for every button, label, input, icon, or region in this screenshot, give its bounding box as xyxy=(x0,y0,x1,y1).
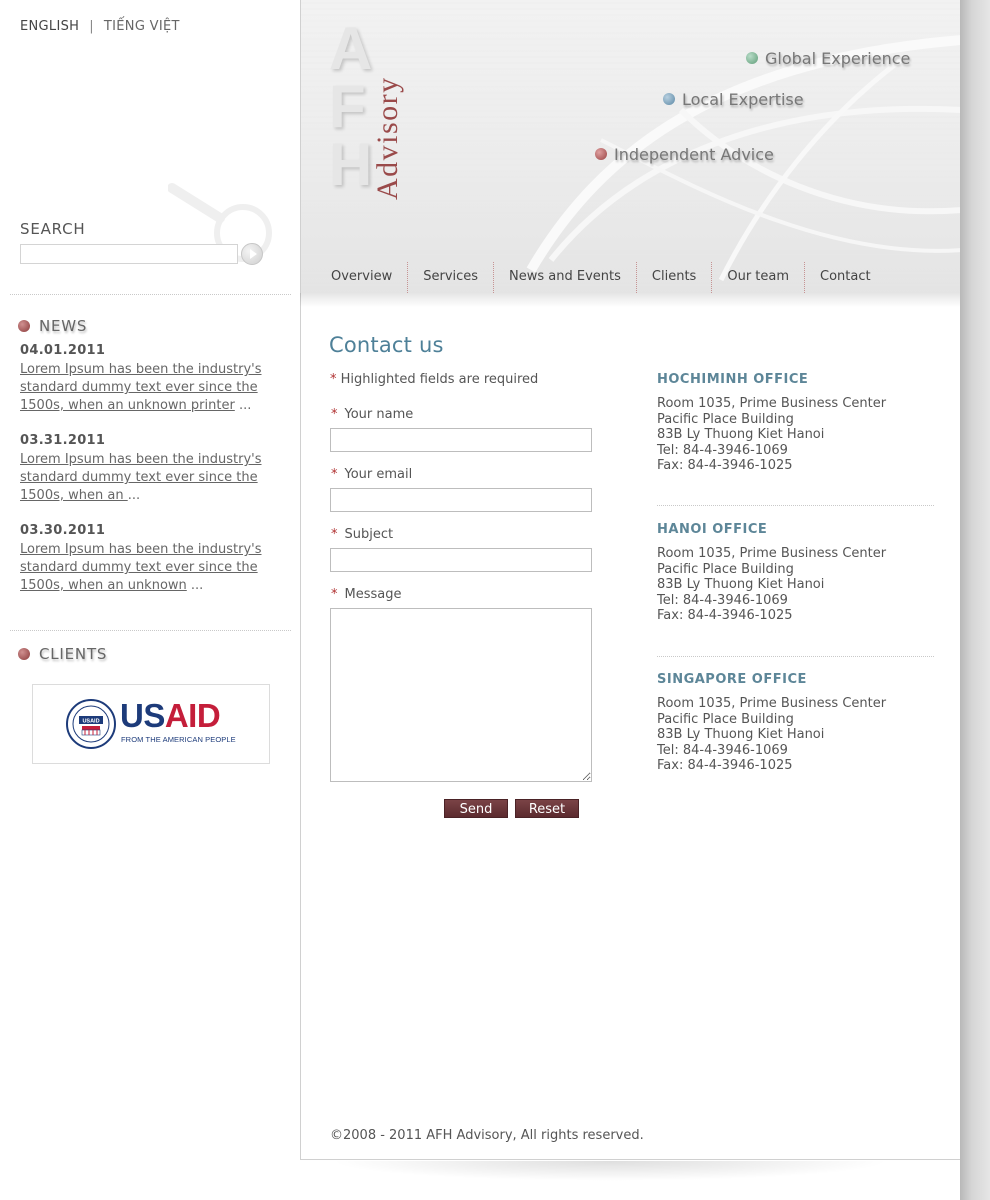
panel-bottom-shadow xyxy=(330,1161,890,1181)
client-logo-usaid[interactable] xyxy=(32,684,270,764)
divider xyxy=(657,505,934,506)
name-field[interactable] xyxy=(330,428,592,452)
red-dot-icon xyxy=(595,148,607,160)
brand-word: Advisory xyxy=(371,76,404,200)
usaid-seal-icon xyxy=(66,699,116,749)
office-address-line: Room 1035, Prime Business Center xyxy=(657,546,887,561)
nav-overview[interactable]: Overview xyxy=(321,262,408,293)
message-label: * Message xyxy=(331,587,402,602)
email-field[interactable] xyxy=(330,488,592,512)
office-block-hanoi xyxy=(657,522,937,624)
blue-dot-icon xyxy=(663,93,675,105)
office-address-line: 83B Ly Thuong Kiet Hanoi xyxy=(657,727,825,742)
office-fax: Fax: 84-4-3946-1025 xyxy=(657,608,793,623)
news-date: 03.30.2011 xyxy=(20,523,106,538)
office-name: HOCHIMINH OFFICE xyxy=(657,372,809,387)
language-switcher xyxy=(20,19,180,34)
name-label: * Your name xyxy=(331,407,414,422)
magnifier-icon xyxy=(168,178,298,288)
nav-clients[interactable]: Clients xyxy=(637,262,712,293)
office-block-hochiminh xyxy=(657,372,937,474)
news-more: ... xyxy=(127,488,141,503)
news-more: ... xyxy=(238,398,252,413)
office-name: HANOI OFFICE xyxy=(657,522,768,537)
red-dot-icon xyxy=(18,648,30,660)
tagline-global: Global Experience xyxy=(746,49,910,68)
tagline-independent: Independent Advice xyxy=(595,145,774,164)
green-dot-icon xyxy=(746,52,758,64)
news-link[interactable]: Lorem Ipsum has been the industry's standard dummy text ever since the 1500s, when an unknown printer xyxy=(20,362,262,413)
email-label: * Your email xyxy=(331,467,413,482)
office-address-line: Room 1035, Prime Business Center xyxy=(657,696,887,711)
seal-text: USAID xyxy=(82,718,100,725)
lang-separator: | xyxy=(89,19,94,34)
office-name: SINGAPORE OFFICE xyxy=(657,672,807,687)
subject-field[interactable] xyxy=(330,548,592,572)
reset-button[interactable]: Reset xyxy=(515,799,579,818)
right-edge-shadow xyxy=(960,0,990,1200)
news-date: 03.31.2011 xyxy=(20,433,106,448)
nav-news-and-events[interactable]: News and Events xyxy=(494,262,637,293)
panel-top-shadow xyxy=(300,293,960,307)
tagline-local: Local Expertise xyxy=(663,90,804,109)
footer-copyright: ©2008 - 2011 AFH Advisory, All rights reserved. xyxy=(330,1128,644,1143)
nav-our-team[interactable]: Our team xyxy=(712,262,805,293)
message-field[interactable] xyxy=(330,608,592,782)
send-button[interactable]: Send xyxy=(444,799,508,818)
usaid-subline: FROM THE AMERICAN PEOPLE xyxy=(121,735,236,744)
red-dot-icon xyxy=(18,320,30,332)
news-date: 04.01.2011 xyxy=(20,343,106,358)
office-address-line: Pacific Place Building xyxy=(657,561,794,577)
subject-label: * Subject xyxy=(331,527,394,542)
search-input[interactable] xyxy=(20,244,238,264)
news-link[interactable]: Lorem Ipsum has been the industry's standard dummy text ever since the 1500s, when an unknown xyxy=(20,542,262,593)
office-phone: Tel: 84-4-3946-1069 xyxy=(657,592,788,608)
office-address-line: 83B Ly Thuong Kiet Hanoi xyxy=(657,427,825,442)
main-nav xyxy=(300,262,960,293)
divider xyxy=(10,630,291,631)
news-item xyxy=(20,343,280,415)
usaid-wordmark: USAID xyxy=(120,697,221,734)
required-note: * Highlighted fields are required xyxy=(330,372,539,387)
clients-heading xyxy=(18,645,107,663)
office-address-line: Pacific Place Building xyxy=(657,711,794,727)
lang-vietnamese-link[interactable]: TIẾNG VIỆT xyxy=(103,19,180,34)
header-banner xyxy=(300,0,960,293)
brand-letters: A F H xyxy=(329,15,373,198)
news-heading xyxy=(18,317,87,335)
clients-heading-label: CLIENTS xyxy=(39,645,108,663)
office-block-singapore xyxy=(657,672,937,774)
office-address-line: Pacific Place Building xyxy=(657,411,794,427)
news-more: ... xyxy=(190,578,204,593)
arrow-right-circle-icon[interactable] xyxy=(241,243,263,265)
office-address-line: 83B Ly Thuong Kiet Hanoi xyxy=(657,577,825,592)
divider xyxy=(657,656,934,657)
page-title: Contact us xyxy=(329,333,444,357)
office-phone: Tel: 84-4-3946-1069 xyxy=(657,742,788,758)
office-phone: Tel: 84-4-3946-1069 xyxy=(657,442,788,458)
office-fax: Fax: 84-4-3946-1025 xyxy=(657,458,793,473)
office-fax: Fax: 84-4-3946-1025 xyxy=(657,758,793,773)
divider xyxy=(10,294,291,295)
lang-english-link[interactable]: ENGLISH xyxy=(20,19,80,34)
search-title: SEARCH xyxy=(20,220,86,238)
news-item xyxy=(20,433,280,505)
office-address-line: Room 1035, Prime Business Center xyxy=(657,396,887,411)
nav-services[interactable]: Services xyxy=(408,262,494,293)
news-heading-label: NEWS xyxy=(39,317,88,335)
news-item xyxy=(20,523,280,595)
news-link[interactable]: Lorem Ipsum has been the industry's standard dummy text ever since the 1500s, when an xyxy=(20,452,262,503)
nav-contact[interactable]: Contact xyxy=(820,269,871,284)
